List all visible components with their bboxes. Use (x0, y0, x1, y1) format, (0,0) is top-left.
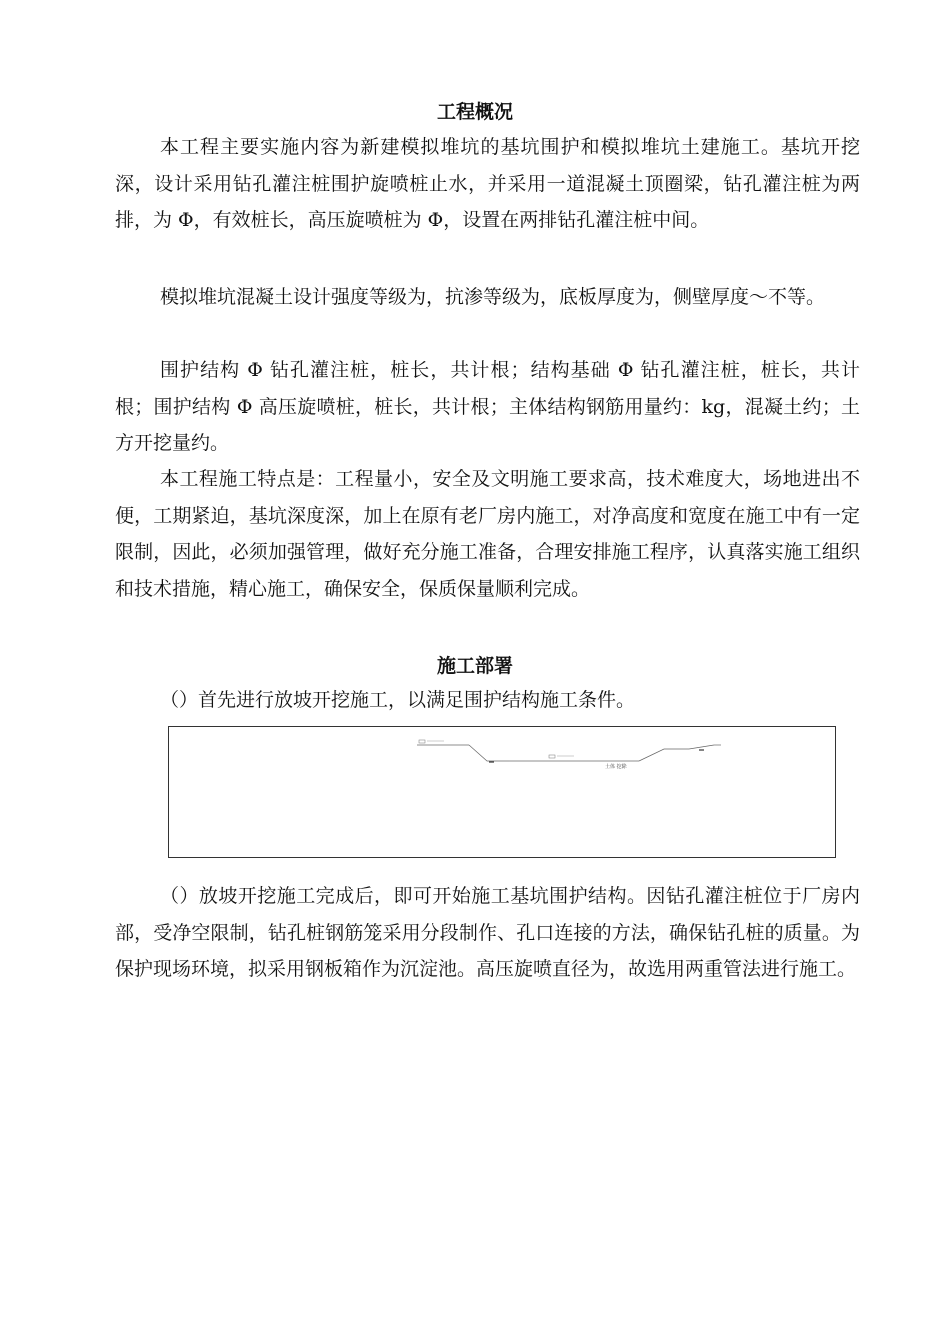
deployment-step-1: （）首先进行放坡开挖施工，以满足围护结构施工条件。 (160, 689, 636, 711)
overview-paragraph-3: 围护结构 Φ 钻孔灌注桩，桩长，共计根；结构基础 Φ 钻孔灌注桩，桩长，共计根；围护结构 Φ 高压旋喷桩，桩长，共计根；主体结构钢筋用量约：kg，混凝土约；土方开挖量约。 (115, 359, 860, 454)
elevation-marker-center (549, 755, 555, 758)
excavation-section-figure (168, 726, 836, 858)
soil-removal-label: 土体 挖除 (605, 764, 627, 770)
excavation-diagram (169, 727, 835, 857)
overview-paragraph-4: 本工程施工特点是：工程量小，安全及文明施工要求高，技术难度大，场地进出不便，工期紧迫，基坑深度深，加上在原有老厂房内施工，对净高度和宽度在施工中有一定限制，因此，必须加强管理，做好充分施工准备，合理安排施工程序，认真落实施工组织和技术措施，精心施工，确保安全，保质保量顺利完成。 (115, 468, 860, 600)
overview-paragraph-2: 模拟堆坑混凝土设计强度等级为，抗渗等级为，底板厚度为，侧壁厚度～不等。 (160, 286, 826, 308)
slope-left (469, 745, 509, 761)
overview-paragraph-1: 本工程主要实施内容为新建模拟堆坑的基坑围护和模拟堆坑土建施工。基坑开挖深，设计采用钻孔灌注桩围护旋喷桩止水，并采用一道混凝土顶圈梁，钻孔灌注桩为两排，为 Φ，有效桩长，高压旋喷桩为 Φ，设置在两排钻孔灌注桩中间。 (115, 136, 860, 231)
deployment-step-2: （）放坡开挖施工完成后，即可开始施工基坑围护结构。因钻孔灌注桩位于厂房内部，受净空限制，钻孔桩钢筋笼采用分段制作、孔口连接的方法，确保钻孔桩的质量。为保护现场环境，拟采用钢板箱作为沉淀池。高压旋喷直径为，故选用两重管法进行施工。 (115, 885, 860, 980)
elevation-marker-left (419, 740, 425, 743)
section-title-deployment: 施工部署 (436, 655, 513, 677)
section-title-overview: 工程概况 (436, 101, 513, 123)
slope-right (639, 745, 714, 761)
